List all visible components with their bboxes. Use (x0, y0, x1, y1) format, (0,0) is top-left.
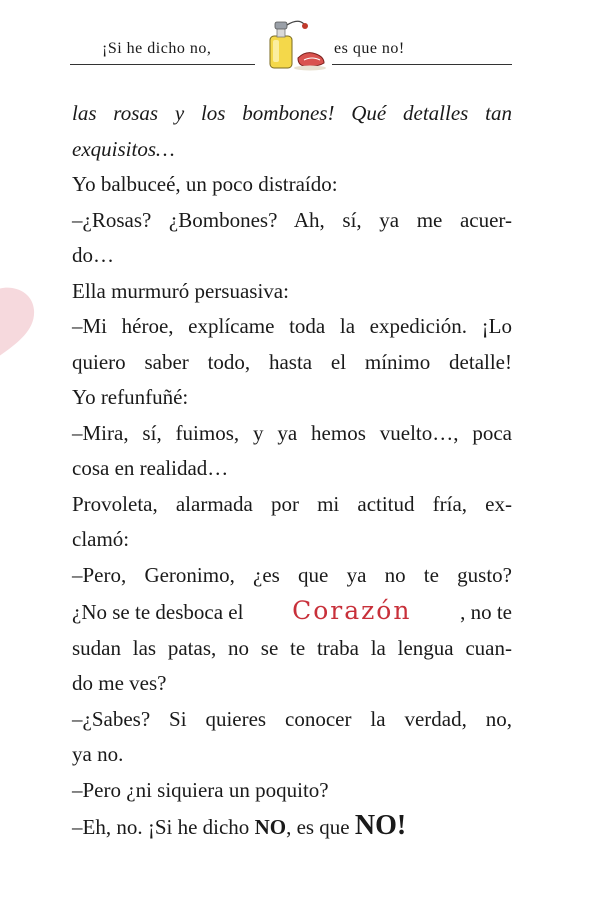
corazon-text: Corazón (292, 596, 412, 625)
text-line: Yo refunfuñé: (72, 385, 189, 409)
text-line: –¿Sabes? Si quieres conocer la verdad, no, (72, 706, 512, 731)
big-no-word: NO! (354, 810, 407, 841)
text-line: clamó: (72, 527, 130, 551)
text-line: –Mi héroe, explícame toda la expedición. ¡Lo (72, 314, 512, 338)
running-header-left: ¡Si he dicho no, (102, 40, 212, 57)
text-line: cosa en realidad… (72, 456, 229, 480)
story-text (72, 96, 512, 846)
text-segment: ¿No se te desboca el (72, 600, 244, 624)
running-header-right: es que no! (334, 40, 405, 57)
header-rule-left (70, 64, 255, 65)
header-rule-right (332, 64, 512, 65)
text-line: ya no. (72, 742, 124, 766)
text-line (72, 593, 512, 631)
text-line: –Mira, sí, fuimos, y ya hemos vuelto…, poca (72, 420, 512, 445)
text-line: sudan las patas, no se te traba la lengua cuan- (72, 635, 512, 660)
text-line: Yo balbuceé, un poco distraído: (72, 172, 338, 196)
text-segment: –Eh, no. ¡Si he dicho (72, 815, 250, 839)
text-line: –¿Rosas? ¿Bombones? Ah, sí, ya me acuer- (72, 207, 512, 232)
text-segment: , no te (460, 600, 512, 624)
text-line: Provoleta, alarmada por mi actitud fría, ex- (72, 491, 512, 516)
text-line: quiero saber todo, hasta el mínimo detalle! (72, 349, 512, 374)
text-line: exquisitos… (72, 136, 175, 161)
text-line: Ella murmuró persuasiva: (72, 278, 289, 303)
text-line: las rosas y los bombones! Qué detalles tan (72, 101, 512, 125)
text-line: do… (72, 243, 114, 267)
perfume-bottle-and-shoe-icon (258, 14, 332, 78)
running-header (70, 14, 514, 80)
corazon-word (290, 593, 413, 629)
text-line (72, 808, 512, 846)
bold-no-word: NO (254, 815, 287, 839)
text-line: –Pero, Geronimo, ¿es que ya no te gusto? (72, 562, 512, 587)
text-segment: , es que (286, 815, 350, 839)
text-line: do me ves? (72, 671, 167, 695)
text-line: –Pero ¿ni siquiera un poquito? (72, 777, 329, 802)
pink-heart-decoration-icon (0, 280, 42, 370)
